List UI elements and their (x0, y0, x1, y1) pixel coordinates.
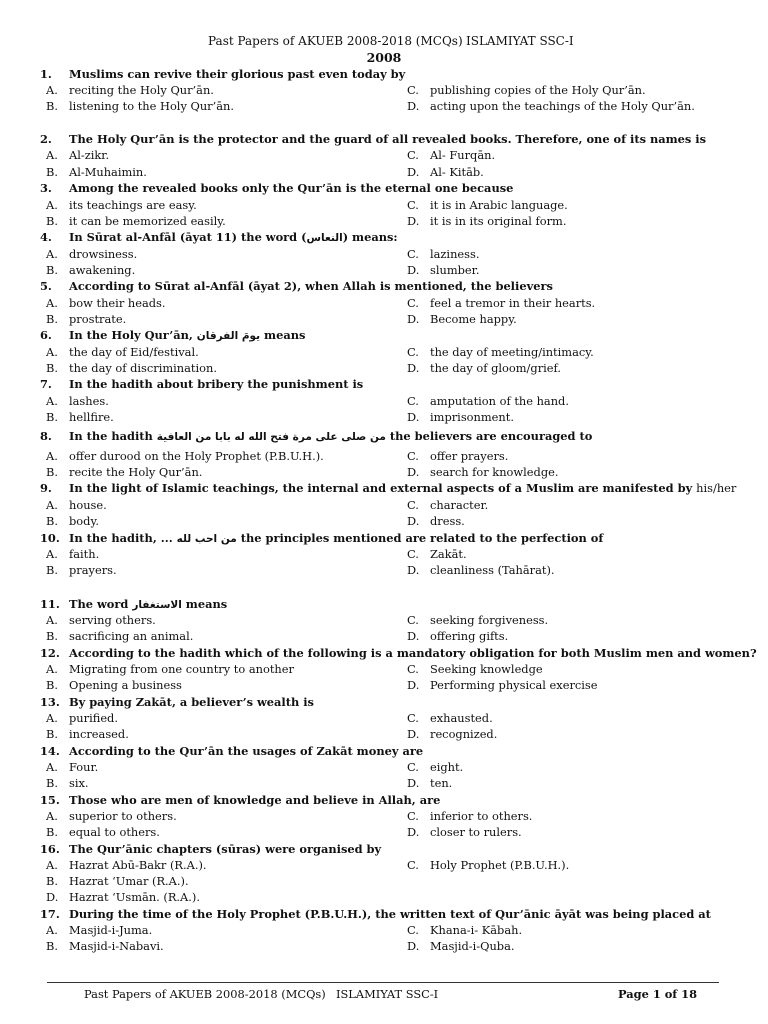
option-letter: B. (46, 874, 58, 888)
option-text: house. (69, 498, 107, 512)
option-row (0, 628, 768, 644)
question-stem-end: means (260, 328, 306, 342)
option-text: offer durood on the Holy Prophet (P.B.U.H.). (69, 449, 324, 463)
question-number: 2. (40, 132, 52, 146)
option-letter: C. (407, 498, 419, 512)
question-text (69, 530, 603, 547)
question-7 (0, 376, 768, 392)
option-letter: B. (46, 165, 58, 179)
option-text: Become happy. (430, 312, 517, 326)
option-text: its teachings are easy. (69, 198, 197, 212)
question-number: 5. (40, 279, 52, 293)
question-text (69, 906, 711, 922)
question-5 (0, 278, 768, 294)
option-row (0, 710, 768, 726)
header-subject: ISLAMIYAT SSC-I (466, 34, 574, 48)
question-stem-start: In the hadith, ... (69, 531, 177, 545)
option-letter: C. (407, 760, 419, 774)
option-text: Masjid-i-Juma. (69, 923, 153, 937)
option-letter: A. (46, 547, 58, 561)
option-text: search for knowledge. (430, 465, 559, 479)
option-letter: C. (407, 711, 419, 725)
question-stem-end: ) means: (342, 230, 398, 244)
option-letter: D. (407, 410, 420, 424)
question-10 (0, 530, 768, 546)
question-number: 17. (40, 907, 60, 921)
option-row (0, 889, 768, 905)
option-text: offer prayers. (430, 449, 509, 463)
footer-divider (47, 982, 719, 983)
option-row (0, 497, 768, 513)
option-row (0, 213, 768, 229)
option-letter: B. (46, 825, 58, 839)
option-letter: D. (407, 465, 420, 479)
question-text (69, 229, 398, 246)
option-row (0, 726, 768, 742)
option-letter: D. (407, 263, 420, 277)
option-text: the day of Eid/festival. (69, 345, 199, 359)
option-text: reciting the Holy Qur’ān. (69, 83, 214, 97)
question-stem: In the light of Islamic teachings, the internal and external aspects of a Muslim are manifested by (69, 481, 693, 495)
option-text: Hazrat ‘Umar (R.A.). (69, 874, 189, 888)
question-stem: By paying Zakāt, a believer’s wealth is (69, 695, 314, 709)
option-letter: B. (46, 214, 58, 228)
option-letter: B. (46, 776, 58, 790)
option-text: Hazrat Abū-Bakr (R.A.). (69, 858, 207, 872)
option-row (0, 873, 768, 889)
question-stem: The Qur’ānic chapters (sūras) were organised by (69, 842, 382, 856)
option-letter: B. (46, 678, 58, 692)
question-number: 6. (40, 328, 52, 342)
option-text: amputation of the hand. (430, 394, 569, 408)
option-letter: B. (46, 465, 58, 479)
option-text: bow their heads. (69, 296, 166, 310)
option-text: ten. (430, 776, 453, 790)
option-letter: B. (46, 514, 58, 528)
option-text: serving others. (69, 613, 156, 627)
option-letter: D. (407, 629, 420, 643)
question-number: 10. (40, 531, 60, 545)
option-text: six. (69, 776, 89, 790)
option-text: closer to rulers. (430, 825, 522, 839)
option-row (0, 759, 768, 775)
option-text: Seeking knowledge (430, 662, 543, 676)
option-letter: C. (407, 809, 419, 823)
option-row (0, 311, 768, 327)
option-text: offering gifts. (430, 629, 509, 643)
option-row (0, 775, 768, 791)
option-letter: D. (407, 99, 420, 113)
question-text (69, 327, 305, 344)
option-row (0, 857, 768, 873)
option-letter: A. (46, 662, 58, 676)
arabic-phrase: من احب لله (176, 533, 237, 545)
option-text: seeking forgiveness. (430, 613, 549, 627)
option-letter: C. (407, 247, 419, 261)
option-text: Al- Furqān. (430, 148, 496, 162)
question-stem: According to Sūrat al-Anfāl (āyat 2), when Allah is mentioned, the believers (69, 279, 553, 293)
question-text (69, 743, 423, 759)
option-text: acting upon the teachings of the Holy Qur’ān. (430, 99, 695, 113)
option-text: character. (430, 498, 489, 512)
question-stem-end: the believers are encouraged to (385, 429, 593, 443)
option-letter: D. (407, 563, 420, 577)
option-letter: C. (407, 198, 419, 212)
option-text: Masjid-i-Nabavi. (69, 939, 164, 953)
option-letter: A. (46, 923, 58, 937)
option-row (0, 824, 768, 840)
arabic-phrase: الاستغفار (132, 599, 182, 611)
question-17 (0, 906, 768, 922)
option-text: awakening. (69, 263, 136, 277)
option-text: increased. (69, 727, 129, 741)
question-number: 15. (40, 793, 60, 807)
arabic-phrase: من صلى علی مرة فتح الله له بابا من العافية (156, 431, 386, 443)
option-letter: C. (407, 345, 419, 359)
option-row (0, 295, 768, 311)
option-text: lashes. (69, 394, 109, 408)
option-text: it is in Arabic language. (430, 198, 568, 212)
option-text: cleanliness (Tahārat). (430, 563, 555, 577)
question-11 (0, 596, 768, 612)
option-letter: A. (46, 613, 58, 627)
option-letter: D. (407, 165, 420, 179)
question-number: 16. (40, 842, 60, 856)
question-text (69, 694, 314, 710)
exam-year: 2008 (366, 50, 402, 65)
option-text: Khana-i- Kābah. (430, 923, 523, 937)
option-row (0, 922, 768, 938)
option-row (0, 448, 768, 464)
option-letter: C. (407, 547, 419, 561)
option-text: it can be memorized easily. (69, 214, 226, 228)
option-text: equal to others. (69, 825, 160, 839)
question-stem-start: The word (69, 597, 133, 611)
question-number: 7. (40, 377, 52, 391)
arabic-phrase: النعاس (306, 232, 343, 244)
option-text: feel a tremor in their hearts. (430, 296, 596, 310)
option-letter: D. (407, 939, 420, 953)
footer-title: Past Papers of AKUEB 2008-2018 (MCQs) (84, 987, 326, 1001)
question-text (69, 376, 363, 392)
option-text: Hazrat ‘Usmān. (R.A.). (69, 890, 200, 904)
option-text: Performing physical exercise (430, 678, 598, 692)
option-letter: B. (46, 410, 58, 424)
option-row (0, 612, 768, 628)
option-letter: D. (407, 514, 420, 528)
option-text: hellfire. (69, 410, 114, 424)
question-stem-end: means (181, 597, 228, 611)
option-text: Al- Kitāb. (430, 165, 484, 179)
option-row (0, 562, 768, 578)
option-row (0, 197, 768, 213)
question-2 (0, 131, 768, 147)
option-row (0, 262, 768, 278)
option-letter: C. (407, 613, 419, 627)
option-letter: A. (46, 711, 58, 725)
option-text: imprisonment. (430, 410, 514, 424)
question-stem: Among the revealed books only the Qur’ān is the eternal one because (69, 181, 514, 195)
option-text: drowsiness. (69, 247, 138, 261)
option-letter: D. (407, 825, 420, 839)
option-text: superior to others. (69, 809, 177, 823)
option-text: purified. (69, 711, 118, 725)
option-text: inferior to others. (430, 809, 533, 823)
option-letter: C. (407, 662, 419, 676)
option-letter: C. (407, 296, 419, 310)
option-row (0, 82, 768, 98)
option-letter: D. (46, 890, 59, 904)
option-letter: B. (46, 563, 58, 577)
question-text (69, 278, 553, 294)
question-8 (0, 428, 768, 444)
question-text (69, 66, 405, 82)
option-text: faith. (69, 547, 100, 561)
page-number: Page 1 of 18 (618, 987, 698, 1001)
question-stem: Muslims can revive their glorious past even today by (69, 67, 406, 81)
question-1 (0, 66, 768, 82)
option-text: the day of discrimination. (69, 361, 217, 375)
question-stem: Those who are men of knowledge and believe in Allah, are (69, 793, 441, 807)
question-13 (0, 694, 768, 710)
question-3 (0, 180, 768, 196)
question-text (69, 180, 513, 196)
option-text: sacrificing an animal. (69, 629, 194, 643)
option-letter: A. (46, 449, 58, 463)
option-text: recite the Holy Qur’ān. (69, 465, 203, 479)
question-text (69, 645, 757, 661)
option-letter: B. (46, 727, 58, 741)
option-letter: C. (407, 394, 419, 408)
question-number: 8. (40, 429, 52, 443)
option-text: body. (69, 514, 99, 528)
option-text: Al-Muhaimin. (69, 165, 147, 179)
option-letter: D. (407, 312, 420, 326)
option-letter: A. (46, 858, 58, 872)
question-stem-start: In the Holy Qur’ān, (69, 328, 197, 342)
option-text: the day of gloom/grief. (430, 361, 561, 375)
question-stem: During the time of the Holy Prophet (P.B.U.H.), the written text of Qur’ānic āyāt was being placed at (69, 907, 711, 921)
option-letter: B. (46, 99, 58, 113)
option-letter: D. (407, 214, 420, 228)
option-text: it is in its original form. (430, 214, 567, 228)
option-text: Four. (69, 760, 99, 774)
option-row (0, 147, 768, 163)
option-letter: B. (46, 312, 58, 326)
option-letter: A. (46, 345, 58, 359)
question-stem: In the hadith about bribery the punishment is (69, 377, 364, 391)
question-stem: According to the hadith which of the following is a mandatory obligation for both Muslim men and women? (69, 646, 757, 660)
question-number: 4. (40, 230, 52, 244)
question-14 (0, 743, 768, 759)
option-text: listening to the Holy Qur’ān. (69, 99, 234, 113)
option-text: prayers. (69, 563, 117, 577)
option-letter: D. (407, 776, 420, 790)
question-number: 14. (40, 744, 60, 758)
option-row (0, 246, 768, 262)
option-row (0, 661, 768, 677)
question-number: 1. (40, 67, 52, 81)
option-text: prostrate. (69, 312, 127, 326)
question-number: 13. (40, 695, 60, 709)
option-letter: A. (46, 394, 58, 408)
option-letter: C. (407, 83, 419, 97)
option-text: Opening a business (69, 678, 182, 692)
question-stem: The Holy Qur’ān is the protector and the guard of all revealed books. Therefore, one of its names is (69, 132, 707, 146)
question-text (69, 131, 706, 147)
option-row (0, 344, 768, 360)
option-text: Holy Prophet (P.B.U.H.). (430, 858, 570, 872)
question-stem: According to the Qur’ān the usages of Zakāt money are (69, 744, 424, 758)
option-letter: C. (407, 923, 419, 937)
question-stem-end: the principles mentioned are related to the perfection of (236, 531, 604, 545)
option-letter: A. (46, 296, 58, 310)
arabic-phrase: يومَ الفرقان (196, 330, 261, 342)
question-4 (0, 229, 768, 245)
question-stem-tail: his/her (696, 481, 737, 495)
option-text: Migrating from one country to another (69, 662, 294, 676)
question-text (69, 596, 227, 613)
question-number: 11. (40, 597, 60, 611)
option-letter: C. (407, 449, 419, 463)
option-text: recognized. (430, 727, 498, 741)
option-row (0, 360, 768, 376)
option-text: exhausted. (430, 711, 493, 725)
option-letter: A. (46, 148, 58, 162)
option-text: Al-zikr. (69, 148, 110, 162)
option-letter: D. (407, 678, 420, 692)
option-letter: D. (407, 727, 420, 741)
option-row (0, 464, 768, 480)
option-letter: A. (46, 83, 58, 97)
footer-subject: ISLAMIYAT SSC-I (336, 987, 439, 1001)
question-number: 9. (40, 481, 52, 495)
option-letter: A. (46, 247, 58, 261)
option-letter: A. (46, 760, 58, 774)
question-number: 12. (40, 646, 60, 660)
option-text: slumber. (430, 263, 480, 277)
option-row (0, 409, 768, 425)
question-number: 3. (40, 181, 52, 195)
option-letter: A. (46, 498, 58, 512)
option-letter: D. (407, 361, 420, 375)
option-text: dress. (430, 514, 465, 528)
option-row (0, 677, 768, 693)
question-stem-start: In Sūrat al-Anfāl (āyat 11) the word ( (69, 230, 307, 244)
question-text (69, 792, 440, 808)
question-text (69, 841, 381, 857)
option-letter: B. (46, 629, 58, 643)
option-row (0, 513, 768, 529)
question-stem-start: In the hadith (69, 429, 157, 443)
option-text: eight. (430, 760, 464, 774)
option-letter: B. (46, 939, 58, 953)
option-text: publishing copies of the Holy Qur’ān. (430, 83, 646, 97)
option-letter: A. (46, 809, 58, 823)
question-15 (0, 792, 768, 808)
option-letter: A. (46, 198, 58, 212)
question-12 (0, 645, 768, 661)
option-letter: C. (407, 858, 419, 872)
question-9 (0, 480, 768, 496)
option-row (0, 546, 768, 562)
option-row (0, 938, 768, 954)
option-row (0, 393, 768, 409)
question-text (69, 480, 736, 496)
header-title: Past Papers of AKUEB 2008-2018 (MCQs) (208, 34, 463, 48)
option-letter: C. (407, 148, 419, 162)
option-text: Masjid-i-Quba. (430, 939, 515, 953)
question-text (69, 428, 592, 445)
option-row (0, 808, 768, 824)
option-row (0, 164, 768, 180)
option-row (0, 98, 768, 114)
option-letter: B. (46, 263, 58, 277)
option-text: Zakāt. (430, 547, 467, 561)
option-text: the day of meeting/intimacy. (430, 345, 594, 359)
option-letter: B. (46, 361, 58, 375)
question-6 (0, 327, 768, 343)
option-text: laziness. (430, 247, 480, 261)
question-16 (0, 841, 768, 857)
